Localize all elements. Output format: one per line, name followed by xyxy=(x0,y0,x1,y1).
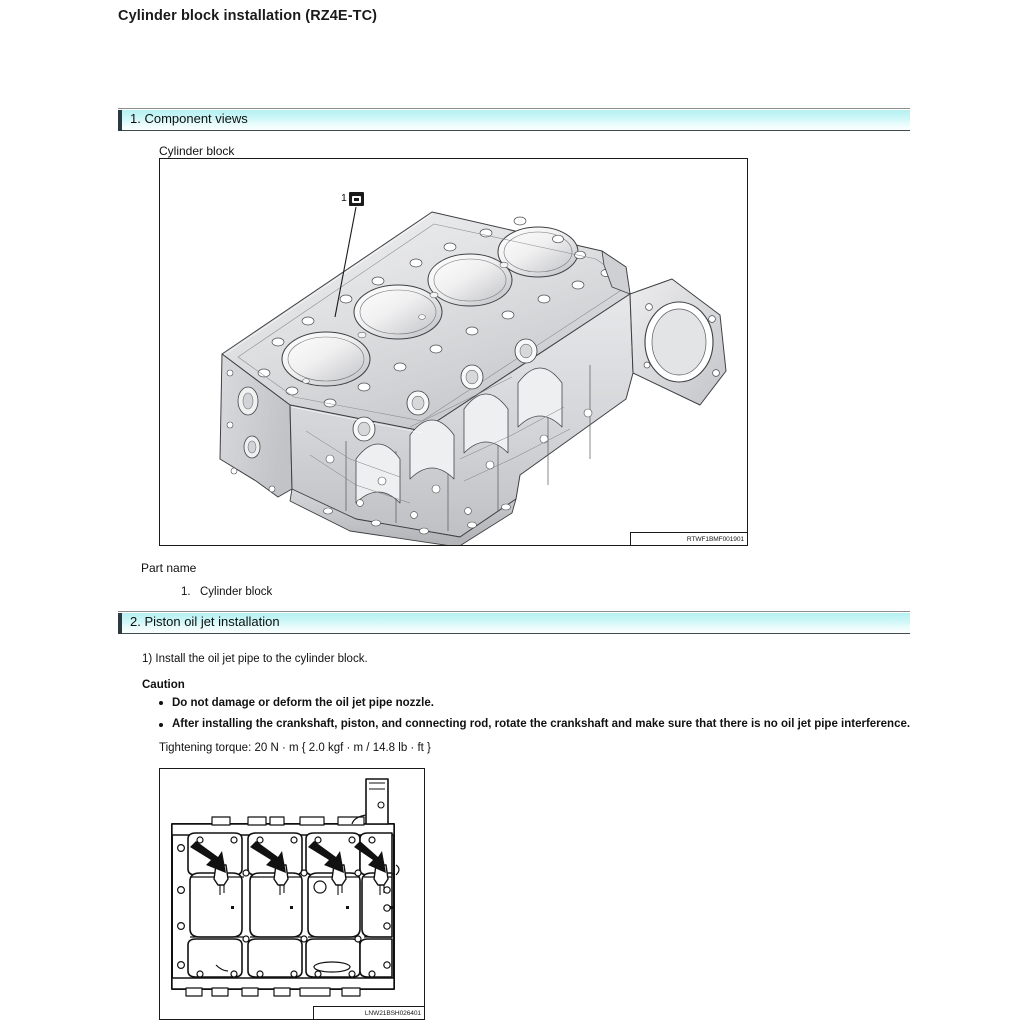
callout-number-1: 1 xyxy=(341,192,347,204)
caution-heading: Caution xyxy=(142,679,185,691)
section-rule xyxy=(118,108,910,109)
section-bar-cap xyxy=(118,110,122,131)
section-header-component-views xyxy=(118,108,910,132)
section-title-1: 1. Component views xyxy=(130,111,248,126)
oil-jet-installation-illustration xyxy=(160,769,424,1019)
step-install-oil-jet-pipe: 1) Install the oil jet pipe to the cylinder block. xyxy=(142,653,368,665)
caution-item-1: Do not damage or deform the oil jet pipe nozzle. xyxy=(172,697,434,709)
section-bar-cap xyxy=(118,613,122,634)
section-title-2: 2. Piston oil jet installation xyxy=(130,614,280,629)
section-rule xyxy=(118,611,910,612)
part-item-number-1: 1. xyxy=(181,586,191,598)
part-name-heading: Part name xyxy=(141,561,197,575)
callout-leader-line xyxy=(330,205,390,320)
bullet-icon xyxy=(159,723,163,727)
tightening-torque-spec: Tightening torque: 20 N · m { 2.0 kgf · m / 14.8 lb · ft } xyxy=(159,742,431,754)
cylinder-block-illustration xyxy=(160,159,747,545)
figure-code-cell-1 xyxy=(630,532,748,546)
part-item-label-1: Cylinder block xyxy=(200,586,273,598)
caution-item-2: After installing the crankshaft, piston, and connecting rod, rotate the crankshaft and make sure that there is no oil jet pipe interference. xyxy=(172,718,911,730)
figure-label-cylinder-block: Cylinder block xyxy=(159,144,235,158)
figure-code-1: RTWF1BMF001901 xyxy=(686,535,744,543)
page-title: Cylinder block installation (RZ4E-TC) xyxy=(118,8,378,24)
figure-cylinder-block xyxy=(159,158,748,546)
figure-code-cell-2 xyxy=(313,1006,425,1020)
bullet-icon xyxy=(159,701,163,705)
view-direction-marker-icon xyxy=(349,192,364,206)
section-header-piston-oil-jet xyxy=(118,611,910,635)
figure-code-2: LNW21BSH026401 xyxy=(364,1009,421,1017)
figure-piston-oil-jet xyxy=(159,768,425,1020)
